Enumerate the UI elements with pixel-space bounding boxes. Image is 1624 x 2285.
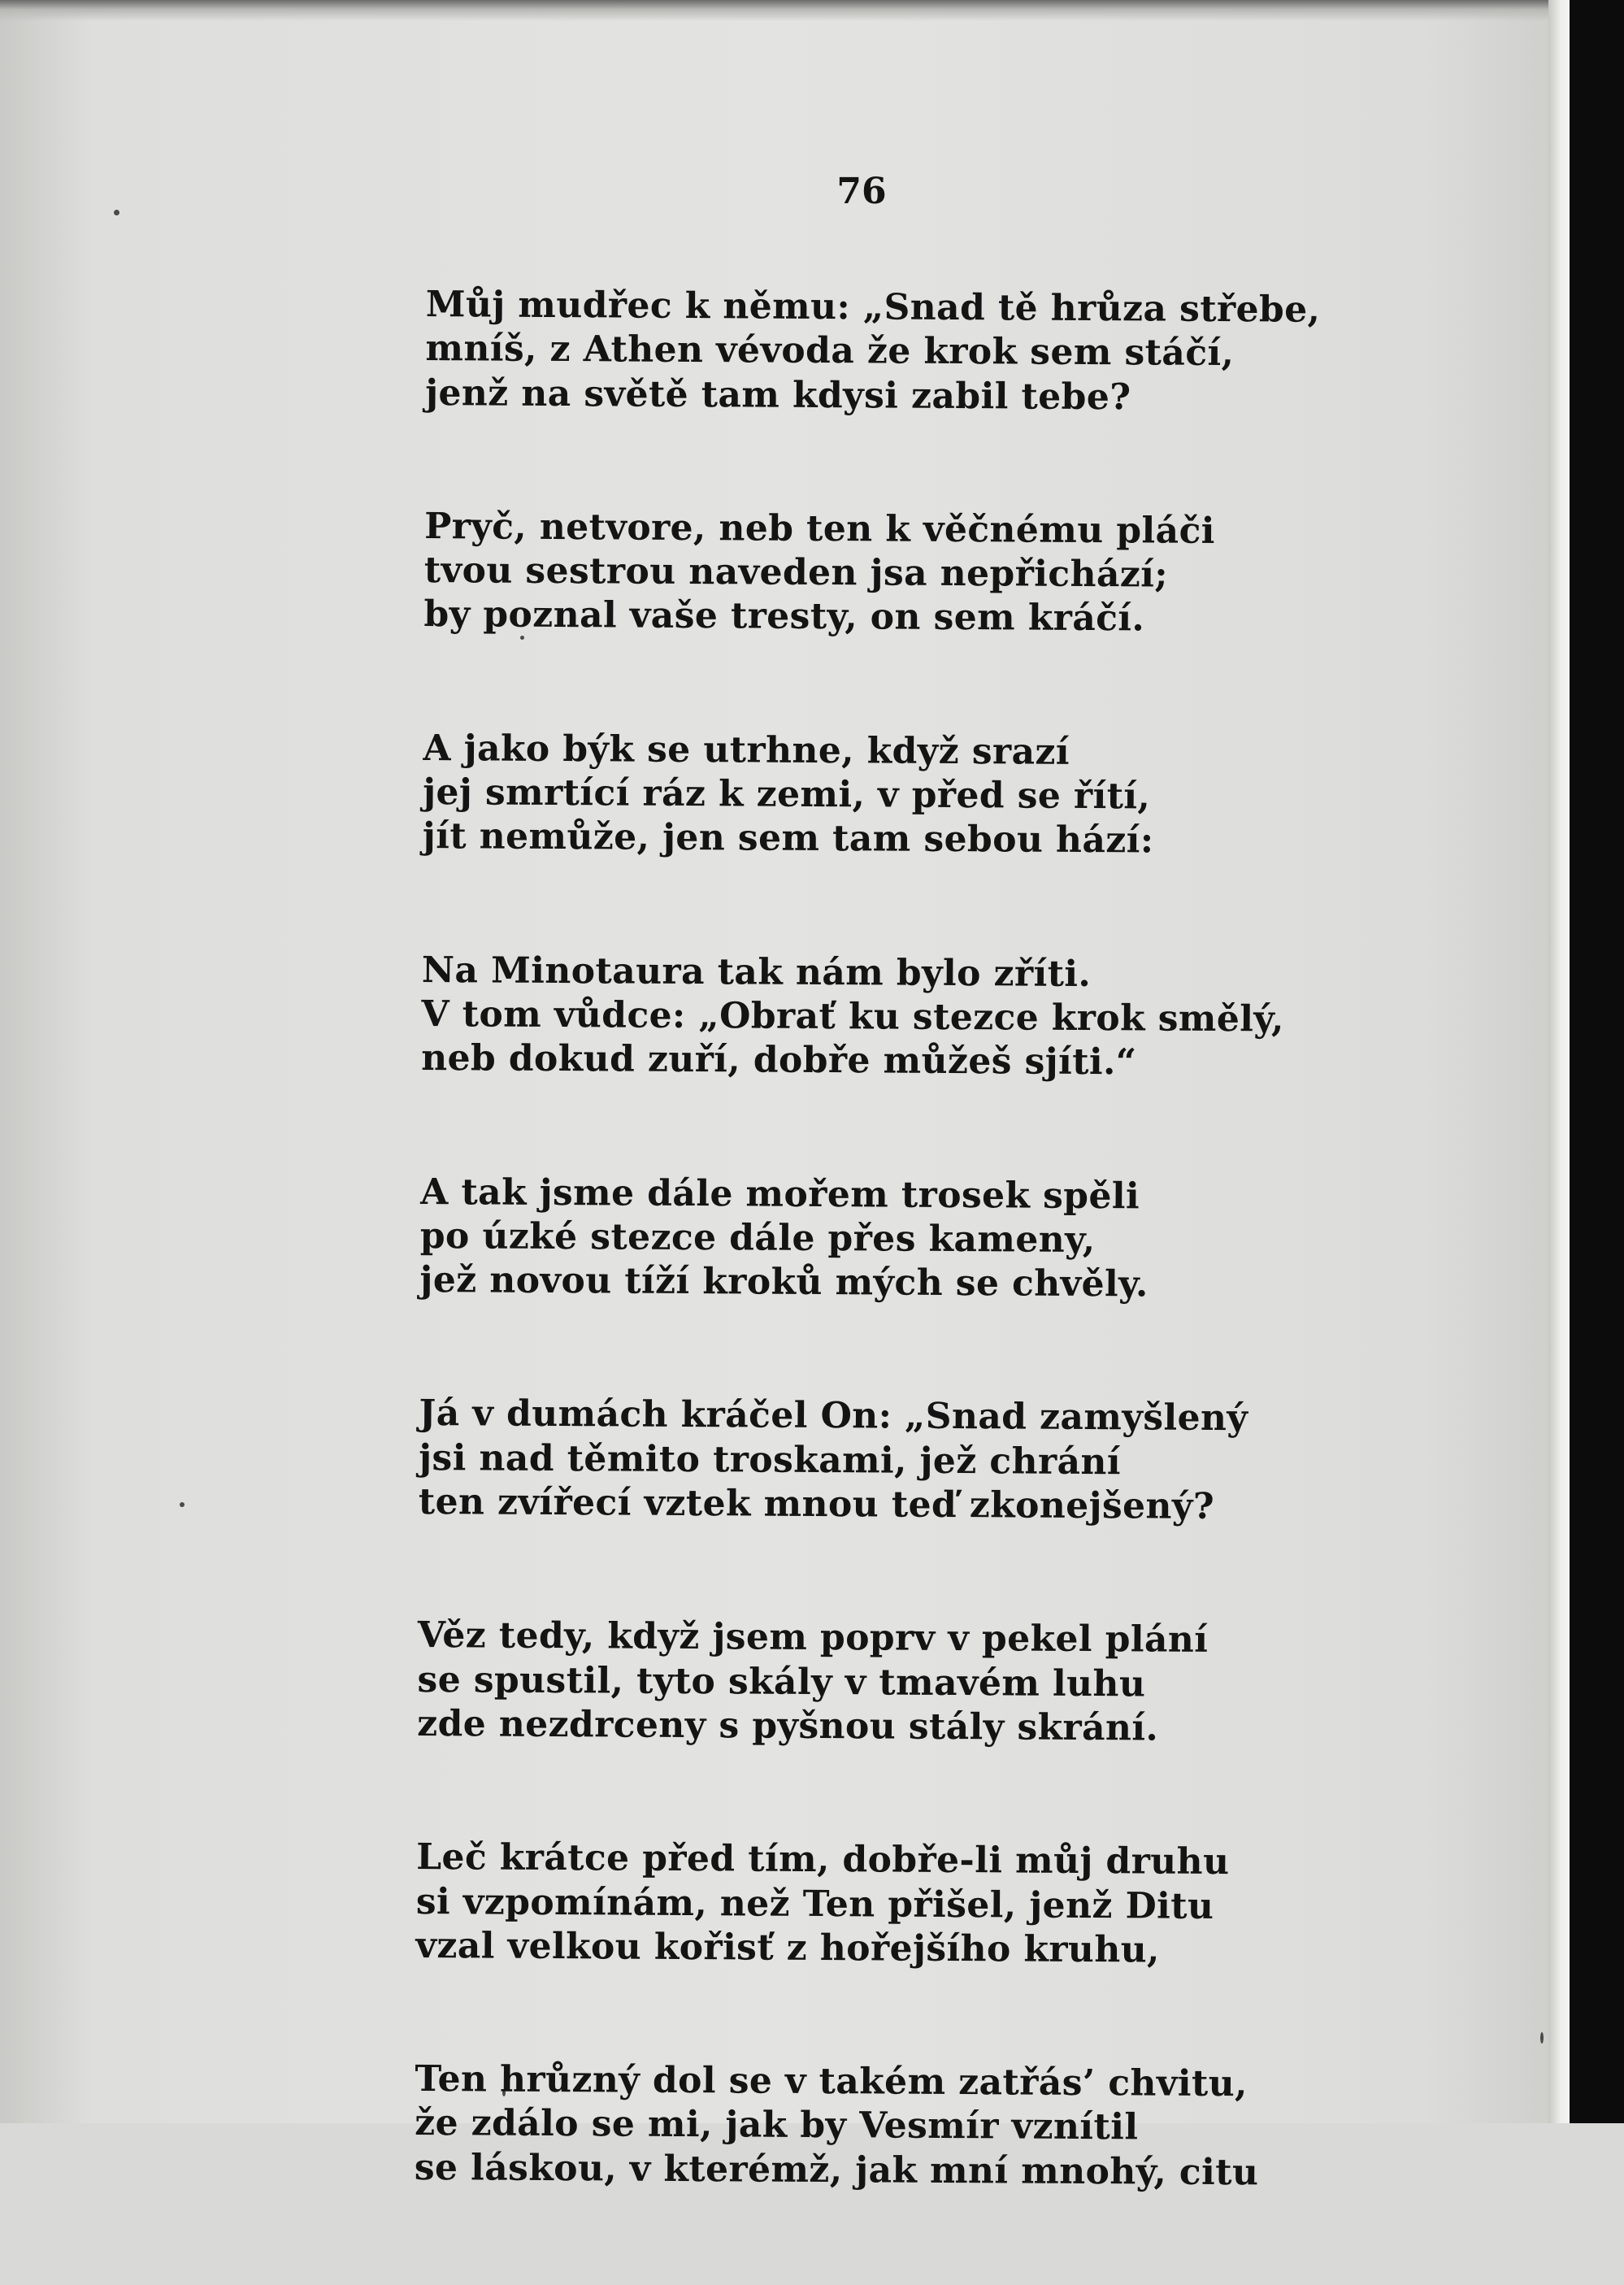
poem-line: by poznal vaše tresty, on sem kráčí.: [423, 593, 1145, 640]
dust-speck: [180, 1502, 185, 1507]
top-edge-shadow: [0, 0, 1548, 21]
poem-line: se láskou, v kterémž, jak mní mnohý, citu: [414, 2146, 1259, 2194]
poem-line: mníš, z Athen vévoda že krok sem stáčí,: [425, 328, 1235, 375]
book-binding-edge: [1570, 0, 1624, 2123]
poem-line: jsi nad těmito troskami, jež chrání: [419, 1436, 1122, 1483]
poem-line: Já v dumách kráčel On: „Snad zamyšlený: [419, 1392, 1248, 1440]
stanza: [421, 949, 1283, 1086]
dust-speck: [1540, 2032, 1544, 2044]
poem-line: ten zvířecí vztek mnou teď zkonejšený?: [418, 1481, 1215, 1528]
poem-line: po úzké stezce dále přes kameny,: [419, 1214, 1096, 1261]
poem-line: Věz tedy, když jsem poprv v pekel plání: [417, 1614, 1209, 1662]
stanza: [415, 1835, 1278, 1973]
poem-line: Leč krátce před tím, dobře-li můj druhu: [416, 1836, 1230, 1883]
poem-line: si vzpomínám, než Ten přišel, jenž Ditu: [415, 1880, 1214, 1927]
poem-line: tvou sestrou naveden jsa nepřichází;: [423, 550, 1169, 596]
poem-line: jej smrtící ráz k zemi, v před se řítí,: [423, 771, 1151, 818]
page-right-edge: [1548, 0, 1570, 2123]
poem-line: A tak jsme dále mořem trosek spěli: [420, 1171, 1140, 1217]
poem-line: A jako býk se utrhne, když srazí: [423, 727, 1070, 773]
stanza: [423, 727, 1285, 864]
poem-line: neb dokud zuří, dobře můžeš sjíti.“: [421, 1037, 1137, 1084]
poem-line: jež novou tíží kroků mých se chvěly.: [419, 1259, 1149, 1305]
poem-line: jenž na světě tam kdysi zabil tebe?: [425, 371, 1131, 418]
poem-line: Můj mudřec k němu: „Snad tě hrůza střebe,: [425, 283, 1321, 331]
dust-speck: [114, 210, 119, 215]
stanza: [419, 1171, 1282, 1308]
poem-line: se spustil, tyto skály v tmavém luhu: [417, 1658, 1146, 1705]
poem-line: jít nemůže, jen sem tam sebou hází:: [422, 815, 1154, 862]
stanza: [423, 505, 1286, 642]
stanza: [415, 2057, 1277, 2195]
stanza: [425, 283, 1321, 420]
poem-line: zde nezdrceny s pyšnou stály skrání.: [417, 1702, 1159, 1749]
poem-text: [414, 283, 1321, 2284]
poem-line: V tom vůdce: „Obrať ku stezce krok smělý,: [421, 993, 1284, 1040]
poem-line: vzal velkou kořisť z hořejšího kruhu,: [415, 1924, 1160, 1971]
stanza: [419, 1392, 1281, 1529]
poem-line: že zdálo se mi, jak by Vesmír vznítil: [415, 2102, 1139, 2148]
poem-line: Pryč, netvore, neb ten k věčnému pláči: [424, 505, 1216, 552]
poem-line: Na Minotaura tak nám bylo zříti.: [421, 949, 1092, 995]
page-number: 76: [836, 171, 887, 212]
poem-line: Ten hrůzný dol se v takém zatřás’ chvitu,: [415, 2058, 1248, 2105]
stanza: [417, 1614, 1279, 1751]
